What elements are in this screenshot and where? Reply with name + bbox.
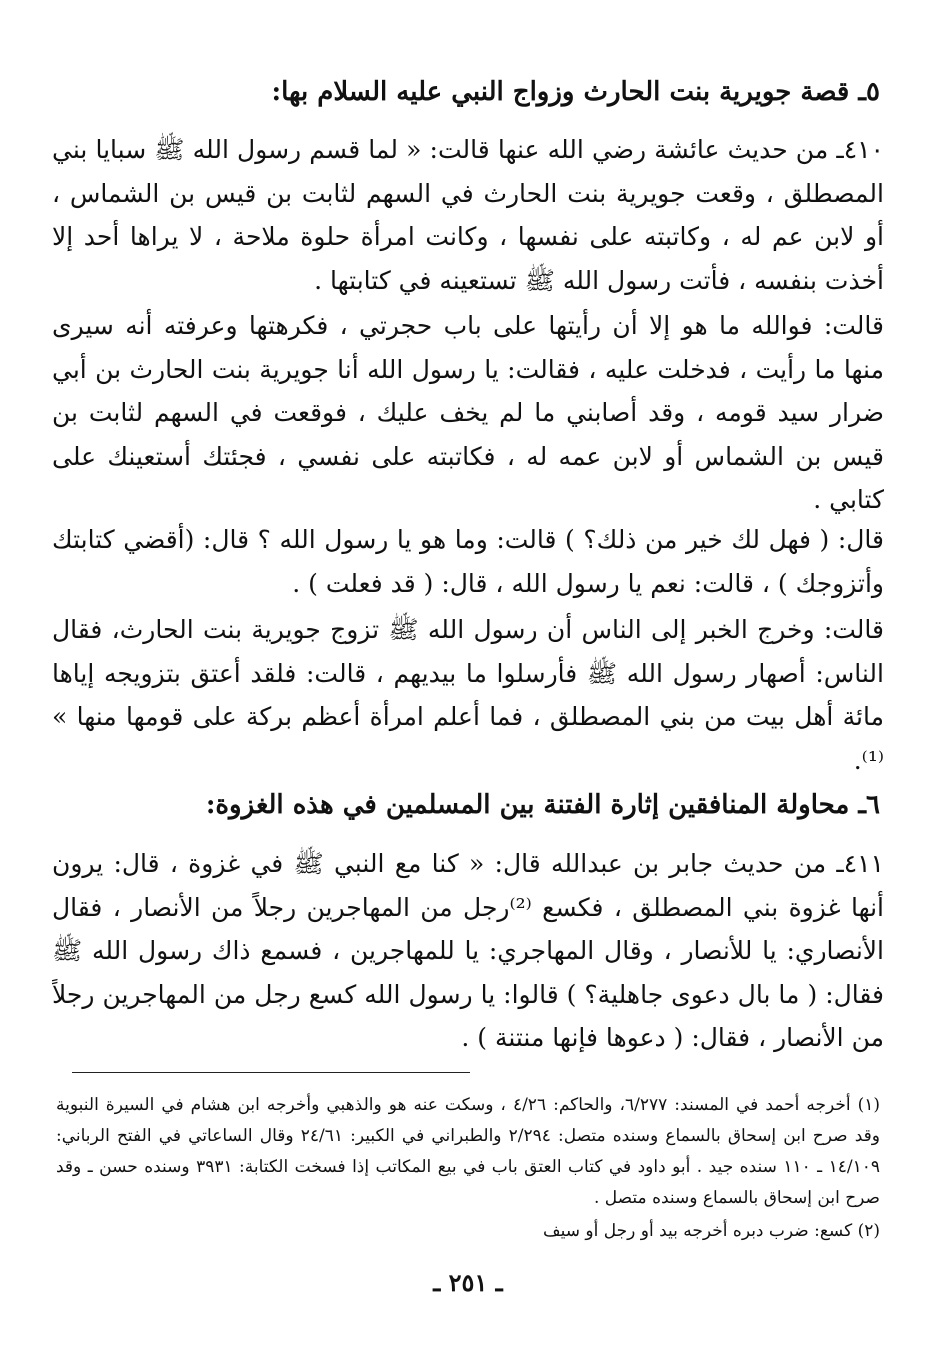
footnote-divider (72, 1072, 470, 1073)
hadith-411-paragraph: ٤١١ـ من حديث جابر بن عبدالله قال: « كنا مع النبي ﷺ في غزوة ، قال: يرون أنها غزوة بني المصطلق ، فكسع ⁽²⁾رجل من المهاجرين رجلاً من الأنصار ، فقال الأنصاري: يا للأنصار ، وقال المهاجري: يا للمهاجرين ، فسمع ذاك رسول الله ﷺ فقال: ( ما بال دعوى جاهلية؟ ) قالوا: يا رسول الله كسع رجل من المهاجرين رجلاً من الأنصار ، فقال: ( دعوها فإنها منتنة ) . (52, 849, 884, 1052)
hadith-410-paragraph-4: قالت: وخرج الخبر إلى الناس أن رسول الله ﷺ تزوج جويرية بنت الحارث، فقال الناس: أصهار رسول الله ﷺ فأرسلوا ما بيديهم ، قالت: فلقد أعتق بتزويجه إياها مائة أهل بيت من بني المصطلق ، فما أعلم امرأة أعظم بركة على قومها منها » ⁽¹⁾. (52, 615, 884, 775)
hadith-410-paragraph-3: قال: ( فهل لك خير من ذلك؟ ) قالت: وما هو يا رسول الله ؟ قال: (أقضي كتابتك وأتزوجك ) ، قالت: نعم يا رسول الله ، قال: ( قد فعلت ) . (52, 525, 884, 598)
hadith-410-paragraph-2: قالت: فوالله ما هو إلا أن رأيتها على باب حجرتي ، فكرهتها وعرفته أنه سيرى منها ما رأيت ، فدخلت عليه ، فقالت: يا رسول الله أنا جويرية بنت الحارث بن أبي ضرار سيد قومه ، وقد أصابني ما لم يخف عليك ، فوقعت في السهم لثابت بن قيس بن الشماس أو لابن عمه له ، فكاتبته على نفسي ، فجئتك أستعينك على كتابي . (52, 311, 884, 514)
page-number: ـ ٢٥١ ـ (433, 1268, 503, 1297)
section-heading-jawayriya: ٥ـ قصة جويرية بنت الحارث وزواج النبي عليه السلام بها: (271, 77, 880, 107)
footnote-1: (١) أخرجه أحمد في المسند: ٦/٢٧٧، والحاكم: ٤/٢٦ ، وسكت عنه هو والذهبي وأخرجه ابن هشام في السيرة النبوية وقد صرح ابن إسحاق بالسماع وسنده متصل: ٢/٢٩٤ والطبراني في الكبير: ٢٤/٦١ وقال الساعاتي في الفتح الرباني: ١٤/١٠٩ ـ ١١٠ سنده جيد . أبو داود في كتاب العتق باب في بيع المكاتب إذا فسخت الكتابة: ٣٩٣١ وسنده حسن ـ وقد صرح ابن إسحاق بالسماع وسنده متصل . (56, 1095, 880, 1208)
hadith-410-paragraph-1: ٤١٠ـ من حديث عائشة رضي الله عنها قالت: « لما قسم رسول الله ﷺ سبايا بني المصطلق ، وقعت جويرية بنت الحارث في السهم لثابت بن قيس بن الشماس ، أو لابن عم له ، وكاتبته على نفسها ، وكانت امرأة حلوة ملاحة ، لا يراها أحد إلا أخذت بنفسه ، فأتت رسول الله ﷺ تستعينه في كتابتها . (52, 135, 884, 295)
footnote-2: (٢) كسع: ضرب دبره أخرجه بيد أو رجل أو سيف (543, 1221, 880, 1241)
section-heading-munafiqin: ٦ـ محاولة المنافقين إثارة الفتنة بين المسلمين في هذه الغزوة: (205, 790, 880, 820)
